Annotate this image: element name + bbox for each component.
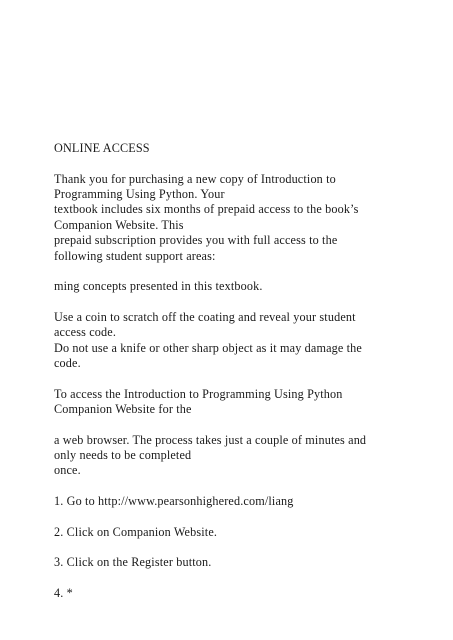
- browser-line: a web browser. The process takes just a couple of minutes and: [54, 432, 367, 447]
- scratch-line: Use a coin to scratch off the coating and reveal your student: [54, 309, 356, 324]
- step-2: [54, 525, 394, 540]
- access-line: Companion Website for the: [54, 402, 192, 417]
- access-paragraph: [54, 387, 394, 418]
- step-4: [54, 586, 394, 601]
- access-line: To access the Introduction to Programming Using Python: [54, 386, 343, 401]
- intro-line: Thank you for purchasing a new copy of Introduction to: [54, 171, 336, 186]
- browser-line: once.: [54, 463, 81, 478]
- step-1-text: 1. Go to http://www.pearsonhighered.com/liang: [54, 494, 294, 509]
- heading-online-access: [54, 141, 394, 156]
- step-3-text: 3. Click on the Register button.: [54, 555, 212, 570]
- intro-paragraph: [54, 172, 394, 264]
- intro-line: textbook includes six months of prepaid access to the book’s: [54, 202, 359, 217]
- step-1: [54, 494, 394, 509]
- browser-line: only needs to be completed: [54, 448, 192, 463]
- fragment-line: ming concepts presented in this textbook.: [54, 279, 263, 294]
- intro-line: following student support areas:: [54, 248, 216, 263]
- scratch-line: Do not use a knife or other sharp object as it may damage the: [54, 340, 362, 355]
- scratch-line: code.: [54, 356, 81, 371]
- fragment-paragraph: [54, 279, 394, 294]
- step-2-text: 2. Click on Companion Website.: [54, 524, 218, 539]
- step-3: [54, 555, 394, 570]
- browser-paragraph: [54, 433, 394, 479]
- intro-line: Companion Website. This: [54, 217, 184, 232]
- intro-line: Programming Using Python. Your: [54, 187, 225, 201]
- scratch-line: access code.: [54, 325, 117, 340]
- step-4-text: 4. *: [54, 585, 73, 600]
- document-body: [54, 141, 394, 601]
- heading-text: ONLINE ACCESS: [54, 141, 150, 155]
- intro-line: prepaid subscription provides you with full access to the: [54, 233, 338, 248]
- scratch-instructions: [54, 310, 394, 372]
